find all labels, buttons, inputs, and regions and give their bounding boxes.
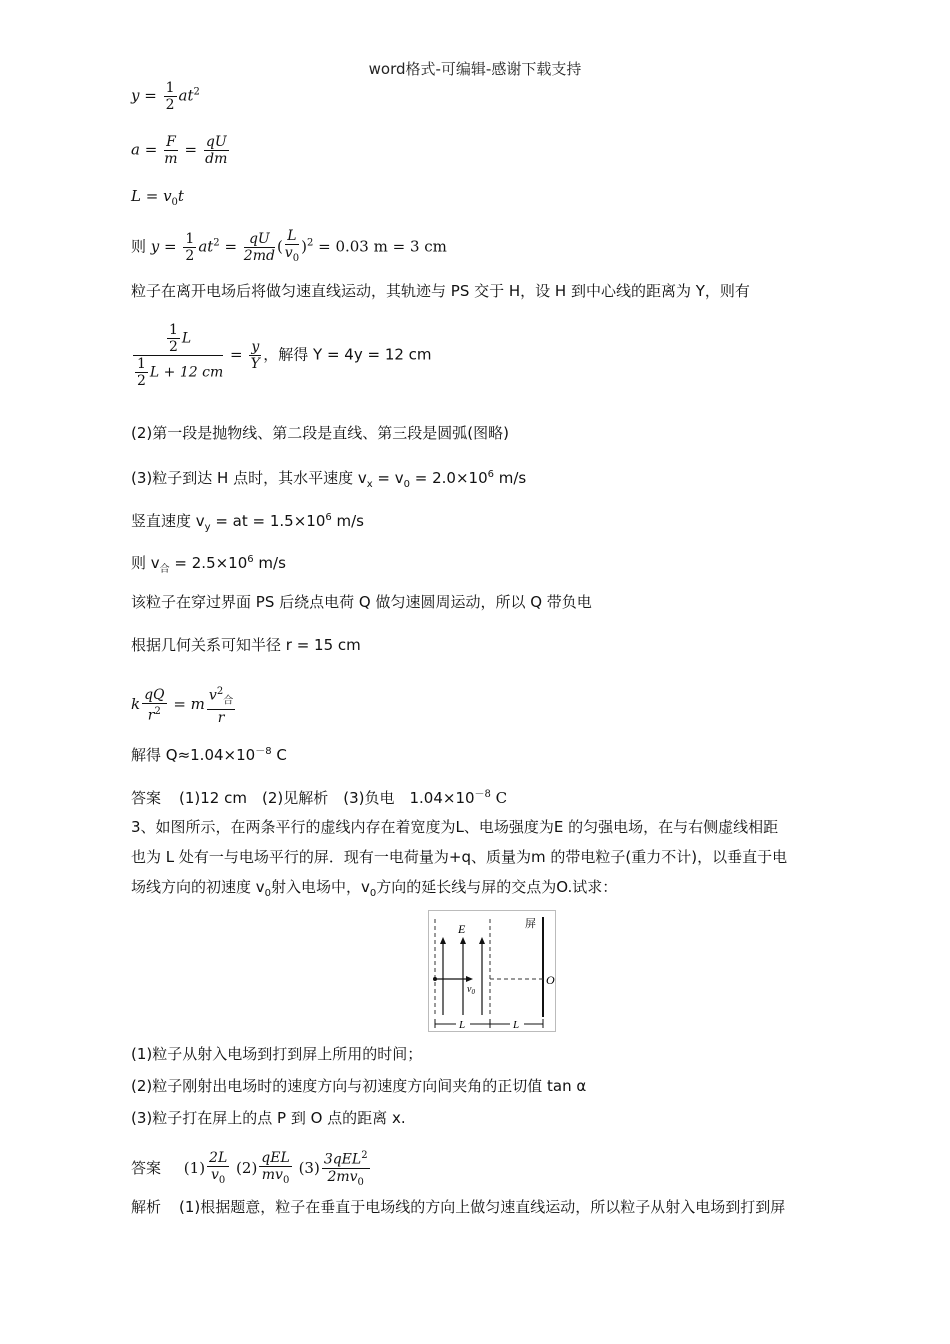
- fraction: $\frac{1}{2}$: [165, 80, 175, 113]
- equation-length: $L = v_0t$: [131, 187, 184, 208]
- label-E: E: [458, 922, 466, 936]
- field-diagram: [428, 910, 556, 1032]
- label-O: O: [546, 973, 555, 987]
- equation-coulomb: k $\frac{qQ}{r^2}$ = m $\frac{v^2_合}{r}$: [131, 686, 234, 727]
- compound-fraction: $\frac{1}{2}$ L $\frac{1}{2}$ L + 12 cm: [133, 322, 223, 389]
- field-arrow: [440, 937, 446, 944]
- question-3: (3)粒子打在屏上的点 P 到 O 点的距离 x.: [131, 1109, 406, 1127]
- equation-similar-triangles: $\frac{1}{2}$ L $\frac{1}{2}$ L + 12 cm = $\frac{y}{Y}$ ，解得 Y = 4y = 12 cm: [131, 322, 432, 389]
- fraction: $\frac{1}{2}$: [185, 230, 195, 264]
- solution-start: 解析 (1)根据题意，粒子在垂直于电场线的方向上做匀速直线运动，所以粒子从射入电场到打到屏: [131, 1198, 786, 1216]
- solution-text-8: 解得 $Q\approx 1.04\times 10^{-8}$ C: [131, 746, 287, 764]
- solution-text-5: 则 $v_合 = 2.5\times 10^6$ m/s: [131, 554, 286, 575]
- fraction: $\frac{3qEL^2}{2mv_0}$: [323, 1150, 368, 1188]
- fraction: $\frac{qU}{dm}$: [205, 134, 228, 167]
- velocity-arrow: [466, 976, 473, 982]
- fraction: $\frac{qQ}{r^2}$: [144, 686, 165, 724]
- solution-text-3: (3)粒子到达 H 点时，其水平速度 $v_x = v_0 = 2.0\times 10^6$ m/s: [131, 469, 527, 490]
- fraction: $\frac{L}{v_0}$: [284, 228, 300, 264]
- page-header: word格式-可编辑-感谢下载支持: [368, 60, 582, 78]
- eq-symbol: y: [131, 86, 140, 105]
- label-screen: 屏: [525, 917, 536, 930]
- label-L2: L: [513, 1019, 520, 1031]
- answer-line-1: 答案 (1)12 cm (2)见解析 (3)负电 $1.04\times 10^{-8}$ C: [131, 789, 508, 807]
- answer-line-2: 答案 (1) $\frac{2L}{v_0}$ (2) $\frac{\text{qEL}}{mv_0}$ (3) $\frac{3qEL^2}{2mv_0}$: [131, 1148, 372, 1190]
- question-2: (2)粒子刚射出电场时的速度方向与初速度方向间夹角的正切值 tan α: [131, 1077, 587, 1095]
- field-arrow: [460, 937, 466, 944]
- problem-3-statement: 3、如图所示，在两条平行的虚线内存在着宽度为L、电场强度为E 的匀强电场，在与右侧虚线相距 也为 L 处有一与电场平行的屏．现有一电荷量为+q、质量为m 的带电粒子(重力不计)，以垂直于电 场线方向的初速度 $v_0$射入电场中，$v_0$方向的延长线与屏的交点为O.试求：: [131, 818, 788, 899]
- label-L1: L: [459, 1019, 466, 1031]
- solution-text-6: 该粒子在穿过界面 PS 后绕点电荷 Q 做匀速圆周运动，所以 Q 带负电: [131, 593, 592, 611]
- equation-displacement: y = $\frac{1}{2}$ $at^2$: [131, 80, 200, 113]
- fraction: $\frac{\text{qEL}}{mv_0}$: [261, 1149, 290, 1186]
- solution-text-7: 根据几何关系可知半径 r = 15 cm: [131, 636, 361, 654]
- solution-text-4: 竖直速度 $v_y$ = at = $1.5\times 10^6$ m/s: [131, 512, 364, 533]
- label-v0: $v_0$: [467, 984, 475, 996]
- field-arrow: [479, 937, 485, 944]
- fraction: $\frac{2L}{v_0}$: [209, 1149, 228, 1186]
- fraction: $\frac{qU}{2md}$: [243, 230, 275, 264]
- equation-y-result: 则 y = $\frac{1}{2}$ $at^2$ = $\frac{qU}{2md}$ ( $\frac{L}{v_0}$ )$^2$ = 0.03 m = 3 cm: [131, 228, 447, 267]
- question-1: (1)粒子从射入电场到打到屏上所用的时间；: [131, 1045, 423, 1063]
- equation-acceleration: a = $\frac{F}{m}$ = $\frac{qU}{dm}$: [131, 134, 228, 167]
- fraction: $\frac{y}{Y}$: [250, 339, 260, 372]
- solution-text-2: (2)第一段是抛物线、第二段是直线、第三段是圆弧(图略): [131, 424, 509, 442]
- solution-text-1: 粒子在离开电场后将做匀速直线运动，其轨迹与 PS 交于 H，设 H 到中心线的距离为 Y，则有: [131, 282, 750, 300]
- fraction: $\frac{F}{m}$: [164, 134, 178, 167]
- fraction: $\frac{v^2_合}{r}$: [208, 686, 234, 727]
